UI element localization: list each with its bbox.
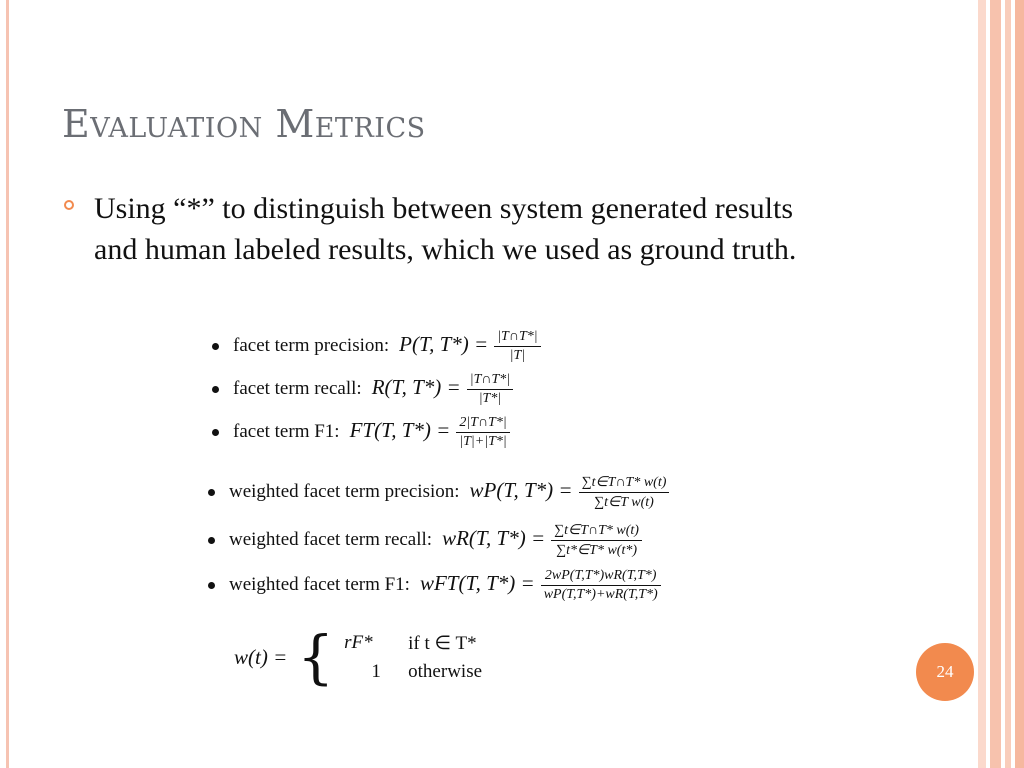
stripe (1005, 0, 1011, 768)
fraction-numerator: |T∩T*| (467, 372, 513, 390)
metric-lhs: FT(T, T*) = (349, 418, 451, 442)
metric-fraction (579, 474, 670, 511)
metric-f1 (212, 415, 510, 450)
fraction-numerator: ∑t∈T∩T* w(t) (551, 522, 642, 541)
case-value: 1 (371, 660, 381, 682)
metric-label: weighted facet term precision: (229, 481, 460, 502)
bullet-dot-icon (212, 343, 219, 350)
right-decorative-stripes (978, 0, 1024, 768)
fraction-numerator: ∑t∈T∩T* w(t) (579, 474, 670, 493)
case-condition: otherwise (408, 660, 483, 682)
metric-recall (212, 372, 513, 407)
metric-fraction (467, 372, 513, 407)
stripe (978, 0, 986, 768)
left-frame-line (6, 0, 9, 768)
fraction-denominator: |T| (509, 348, 526, 363)
metric-label: facet term recall: (233, 378, 362, 399)
stripe (1015, 0, 1024, 768)
bullet-dot-icon (208, 537, 215, 544)
weight-function (234, 623, 483, 691)
bullet-dot-icon (208, 489, 215, 496)
metric-precision (212, 329, 541, 364)
weighted-metric-f1 (208, 568, 661, 603)
metric-lhs: wP(T, T*) = (469, 478, 573, 502)
cases-brace: { (297, 623, 335, 691)
main-bullet (64, 188, 824, 270)
metric-label: weighted facet term F1: (229, 574, 410, 595)
metric-lhs: R(T, T*) = (371, 375, 461, 399)
metric-lhs: wR(T, T*) = (442, 526, 546, 550)
page-number-badge: 24 (916, 643, 974, 701)
stripe (990, 0, 1001, 768)
fraction-numerator: |T∩T*| (494, 329, 540, 347)
fraction-denominator: ∑t*∈T* w(t*) (556, 543, 637, 558)
fraction-denominator: wP(T,T*)+wR(T,T*) (543, 587, 658, 602)
fraction-denominator: |T|+|T*| (459, 434, 507, 449)
bullet-dot-icon (212, 386, 219, 393)
metric-fraction (551, 522, 642, 559)
metric-label: weighted facet term recall: (229, 529, 433, 550)
bullet-circle-icon (64, 200, 74, 210)
bullet-dot-icon (212, 429, 219, 436)
fraction-denominator: |T*| (478, 391, 502, 406)
fraction-denominator: ∑t∈T w(t) (594, 495, 654, 510)
case-condition: if t ∈ T* (408, 632, 477, 654)
case-value: rF* (344, 631, 373, 653)
cases-grid (344, 632, 482, 683)
metric-lhs: P(T, T*) = (399, 332, 489, 356)
metric-lhs: wFT(T, T*) = (419, 571, 535, 595)
slide-title: Evaluation Metrics (62, 102, 426, 146)
metric-fraction (494, 329, 540, 364)
metric-fraction (456, 415, 509, 450)
weighted-metric-recall (208, 522, 642, 559)
fraction-numerator: 2|T∩T*| (456, 415, 509, 433)
weight-function-lhs: w(t) = (234, 644, 288, 669)
fraction-numerator: 2wP(T,T*)wR(T,T*) (541, 568, 661, 586)
metric-label: facet term F1: (233, 421, 340, 442)
weighted-metric-precision (208, 474, 669, 511)
metric-fraction (541, 568, 661, 603)
bullet-text: Using “*” to distinguish between system generated results and human labeled results, which we used as ground truth. (94, 192, 797, 266)
metric-label: facet term precision: (233, 335, 390, 356)
bullet-dot-icon (208, 582, 215, 589)
